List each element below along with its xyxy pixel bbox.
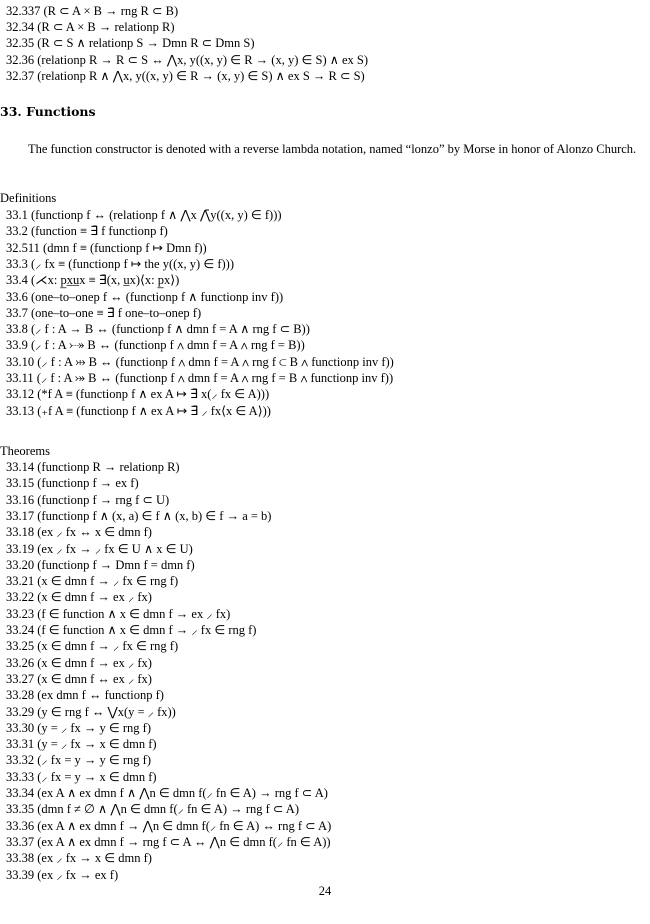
theorem-item: 33.20 (functionp f → Dmn f = dmn f) xyxy=(6,557,195,572)
definition-item: 33.6 (one–to–onep f ↔ (functionp f ∧ functionp inv f)) xyxy=(6,289,284,304)
theorems-label: Theorems xyxy=(0,444,50,458)
definition-item: 33.11 (⸝ f : A ⤖ B ↔ (functionp f ∧ dmn f = A ∧ rng f = B ∧ functionp inv f)) xyxy=(6,371,394,385)
formula-line: 32.37 (relationp R ∧ ⋀x, y((x, y) ∈ R → (x, y) ∈ S) ∧ ex S → R ⊂ S) xyxy=(6,68,365,83)
theorem-item: 33.17 (functionp f ∧ (x, a) ∈ f ∧ (x, b) ∈ f → a = b) xyxy=(6,508,272,523)
definition-item: 33.3 (⸝ fx ≡ (functionp f ↦ the y((x, y) ∈ f))) xyxy=(6,256,235,271)
theorem-item: 33.37 (ex A ∧ ex dmn f → rng f ⊂ A ↔ ⋀n ∈ dmn f(⸝ fn ∈ A)) xyxy=(6,834,331,849)
theorem-item: 33.15 (functionp f → ex f) xyxy=(6,476,139,491)
theorem-item: 33.24 (f ∈ function ∧ x ∈ dmn f → ⸝ fx ∈ rng f) xyxy=(6,623,257,637)
section-intro: The function constructor is denoted with a reverse lambda notation, named “lonzo” by Morse in honor of Alonzo Church. xyxy=(28,142,637,156)
theorem-item: 33.26 (x ∈ dmn f → ex ⸝ fx) xyxy=(6,655,152,670)
formula-line: 32.36 (relationp R → R ⊂ S ↔ ⋀x, y((x, y) ∈ R → (x, y) ∈ S) ∧ ex S) xyxy=(6,52,369,67)
definition-item: 33.7 (one–to–one ≡ ∃̄ f one–to–onep f) xyxy=(6,305,202,320)
theorem-item: 33.38 (ex ⸝ fx → x ∈ dmn f) xyxy=(6,851,152,866)
theorem-item: 33.19 (ex ⸝ fx → ⸝ fx ∈ U ∧ x ∈ U) xyxy=(6,541,193,556)
theorem-item: 33.30 (y = ⸝ fx → y ∈ rng f) xyxy=(6,720,152,735)
theorem-item: 33.39 (ex ⸝ fx → ex f) xyxy=(6,867,119,882)
theorem-item: 33.25 (x ∈ dmn f → ⸝ fx ∈ rng f) xyxy=(6,639,179,654)
definition-item: 33.10 (⸝ f : A ⤔ B ↔ (functionp f ∧ dmn f = A ∧ rng f ⊂ B ∧ functionp inv f)) xyxy=(6,354,394,369)
formula-line: 32.337 (R ⊂ A × B → rng R ⊂ B) xyxy=(6,4,179,18)
definition-item: 33.8 (⸝ f : A → B ↔ (functionp f ∧ dmn f = A ∧ rng f ⊂ B)) xyxy=(6,322,310,337)
section-heading: 33. Functions xyxy=(0,104,96,119)
definitions-label: Definitions xyxy=(0,191,57,205)
formula-line: 32.35 (R ⊂ S ∧ relationp S → Dmn R ⊂ Dmn S) xyxy=(6,36,255,51)
theorem-item: 33.32 (⸝ fx = y → y ∈ rng f) xyxy=(6,753,152,768)
theorem-item: 33.31 (y = ⸝ fx → x ∈ dmn f) xyxy=(6,737,157,752)
theorem-item: 33.14 (functionp R → relationp R) xyxy=(6,460,180,474)
theorem-item: 33.36 (ex A ∧ ex dmn f → ⋀n ∈ dmn f(⸝ fn ∈ A) ↔ rng f ⊂ A) xyxy=(6,818,332,833)
theorem-item: 33.28 (ex dmn f ↔ functionp f) xyxy=(6,688,164,703)
theorem-item: 33.29 (y ∈ rng f ↔ ⋁x(y = ⸝ fx)) xyxy=(6,704,176,719)
theorem-item: 33.23 (f ∈ function ∧ x ∈ dmn f → ex ⸝ fx) xyxy=(6,606,231,621)
theorem-item: 33.18 (ex ⸝ fx ↔ x ∈ dmn f) xyxy=(6,525,152,540)
definition-item: 32.511 (dmn f ≡ (functionp f ↦ Dmn f)) xyxy=(6,240,207,255)
definition-item: 33.12 (*f A ≡ (functionp f ∧ ex A ↦ ∃̄ x(⸝ fx ∈ A))) xyxy=(6,387,270,402)
definition-item: 33.4 (⋌x: p̲x̲u̲x ≡ ∃̄(x, u̲x)⟨x: p̲x⟩) xyxy=(6,273,180,288)
formula-line: 32.34 (R ⊂ A × B → relationp R) xyxy=(6,20,175,35)
theorem-item: 33.34 (ex A ∧ ex dmn f ∧ ⋀n ∈ dmn f(⸝ fn ∈ A) → rng f ⊂ A) xyxy=(6,786,328,800)
theorem-item: 33.35 (dmn f ≠ ∅ ∧ ⋀n ∈ dmn f(⸝ fn ∈ A) → rng f ⊂ A) xyxy=(6,802,299,817)
definition-item: 33.13 (₊f A ≡ (functionp f ∧ ex A ↦ ∃̄ ⸝ fx⟨x ∈ A⟩)) xyxy=(6,403,271,418)
theorem-item: 33.22 (x ∈ dmn f → ex ⸝ fx) xyxy=(6,590,152,605)
definition-item: 33.1 (functionp f ↔ (relationp f ∧ ⋀x ⋀̄y((x, y) ∈ f))) xyxy=(6,208,282,222)
page-number: 24 xyxy=(318,884,332,898)
definition-item: 33.9 (⸝ f : A ⤐ B ↔ (functionp f ∧ dmn f = A ∧ rng f = B)) xyxy=(6,338,305,353)
theorem-item: 33.27 (x ∈ dmn f ↔ ex ⸝ fx) xyxy=(6,671,152,686)
theorem-item: 33.21 (x ∈ dmn f → ⸝ fx ∈ rng f) xyxy=(6,574,179,589)
theorem-item: 33.33 (⸝ fx = y → x ∈ dmn f) xyxy=(6,769,157,784)
theorem-item: 33.16 (functionp f → rng f ⊂ U) xyxy=(6,492,170,507)
definition-item: 33.2 (function ≡ ∃̄ f functionp f) xyxy=(6,224,168,239)
